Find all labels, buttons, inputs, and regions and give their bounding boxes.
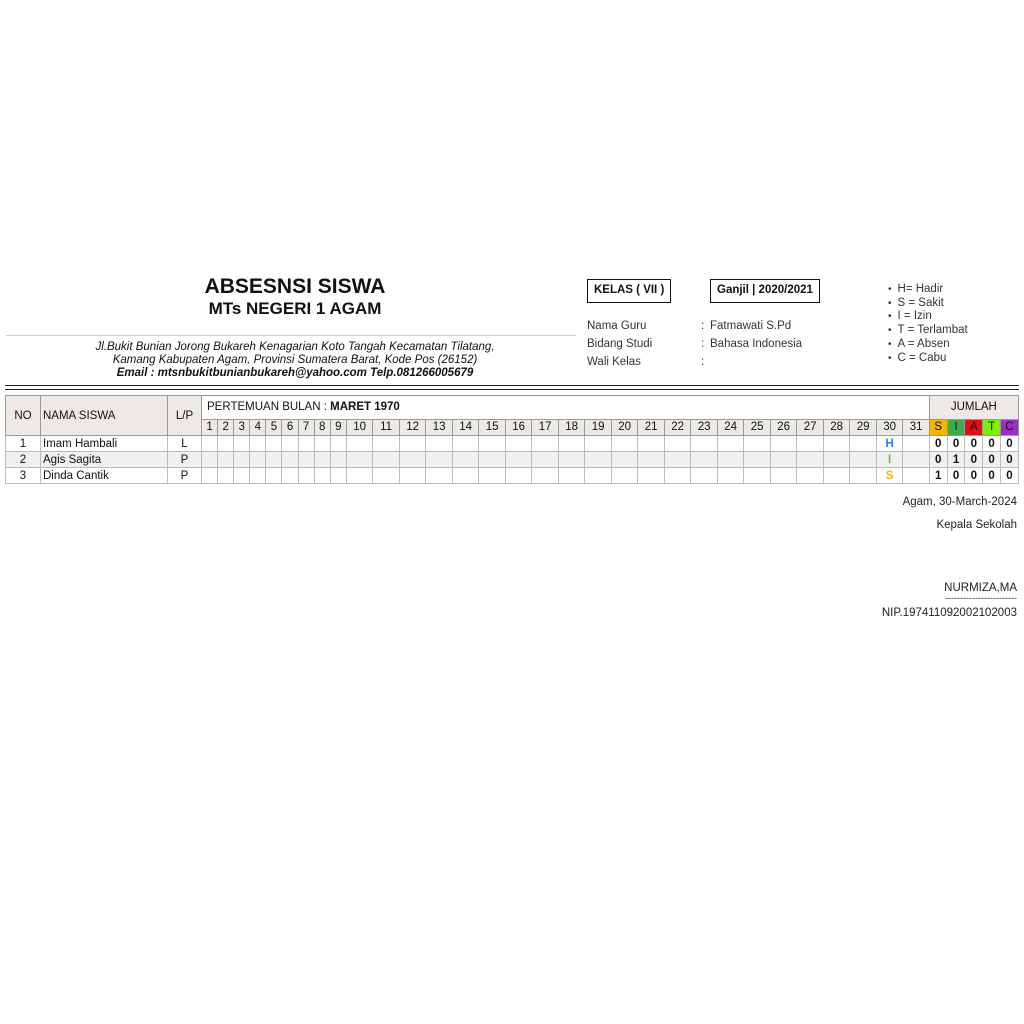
attendance-cell[interactable] [426,468,453,484]
attendance-cell[interactable] [373,436,400,452]
attendance-cell[interactable] [691,436,718,452]
day-header: 2 [218,419,234,435]
count-cell: 0 [929,436,947,452]
signature-line: ------------------------ [945,593,1017,603]
attendance-cell[interactable]: H [876,436,903,452]
info-label: Bidang Studi [587,338,653,350]
attendance-cell[interactable] [250,468,266,484]
count-cell: 0 [1001,452,1019,468]
attendance-cell[interactable] [452,436,479,452]
attendance-cell[interactable] [664,436,691,452]
attendance-cell[interactable] [744,468,771,484]
attendance-cell[interactable] [346,452,373,468]
day-header: 14 [452,419,479,435]
count-cell: 0 [1001,468,1019,484]
signer-name: NURMIZA,MA [944,582,1017,594]
attendance-cell[interactable] [558,452,585,468]
school-address [60,341,530,380]
attendance-cell[interactable] [426,452,453,468]
count-cell: 0 [983,468,1001,484]
attendance-cell[interactable] [691,452,718,468]
attendance-cell[interactable] [505,436,532,452]
month-label: MARET 1970 [330,401,400,414]
attendance-cell[interactable] [691,468,718,484]
row-no: 3 [6,468,41,484]
class-badge: KELAS ( VII ) [587,279,671,303]
day-header: 7 [298,419,314,435]
attendance-cell[interactable] [532,436,559,452]
attendance-cell[interactable] [452,468,479,484]
header-jumlah: JUMLAH [929,396,1018,420]
day-header: 31 [903,419,930,435]
attendance-cell[interactable] [823,468,850,484]
attendance-cell[interactable] [850,468,877,484]
day-header: 6 [282,419,298,435]
attendance-cell[interactable] [505,468,532,484]
day-header: 21 [638,419,665,435]
day-header: 13 [426,419,453,435]
attendance-cell[interactable] [298,452,314,468]
attendance-cell[interactable] [426,436,453,452]
attendance-cell[interactable] [346,436,373,452]
legend-item: • I = Izin [888,310,968,324]
count-cell: 0 [983,452,1001,468]
day-header: 23 [691,419,718,435]
day-header: 29 [850,419,877,435]
attendance-cell[interactable] [770,452,797,468]
header-no: NO [6,396,41,436]
attendance-cell[interactable] [298,436,314,452]
info-separator: : [701,356,705,368]
page-title: ABSESNSI SISWA [204,275,386,298]
legend-item: • A = Absen [888,338,968,352]
day-header: 26 [770,419,797,435]
attendance-cell[interactable] [250,436,266,452]
info-value: Fatmawati S.Pd [710,320,792,332]
attendance-cell[interactable] [744,452,771,468]
count-cell: 0 [965,468,983,484]
legend-item: • H= Hadir [888,283,968,297]
attendance-cell[interactable] [314,436,330,452]
attendance-cell[interactable] [664,452,691,468]
attendance-cell[interactable] [218,468,234,484]
attendance-cell[interactable] [717,436,744,452]
attendance-cell[interactable]: S [876,468,903,484]
info-separator: : [701,320,705,332]
info-value: Bahasa Indonesia [710,338,803,350]
day-header: 18 [558,419,585,435]
day-header: 30 [876,419,903,435]
signer-role: Kepala Sekolah [936,519,1017,531]
attendance-cell[interactable] [202,452,218,468]
day-header: 5 [266,419,282,435]
attendance-cell[interactable] [314,452,330,468]
attendance-cell[interactable] [452,452,479,468]
attendance-cell[interactable] [611,468,638,484]
attendance-cell[interactable] [399,468,426,484]
day-header: 22 [664,419,691,435]
day-header: 11 [373,419,400,435]
attendance-cell[interactable] [744,436,771,452]
day-header: 15 [479,419,506,435]
day-header: 8 [314,419,330,435]
attendance-table [5,395,1019,484]
attendance-cell[interactable] [903,436,930,452]
header-lp: L/P [168,396,202,436]
count-cell: 0 [965,436,983,452]
count-cell: 1 [947,452,965,468]
double-divider [5,385,1019,390]
attendance-cell[interactable] [234,452,250,468]
header-nama: NAMA SISWA [41,396,168,436]
attendance-cell[interactable] [823,436,850,452]
table-row [6,468,1019,484]
count-cell: 0 [929,452,947,468]
attendance-cell[interactable] [903,468,930,484]
attendance-cell[interactable] [850,452,877,468]
day-header: 16 [505,419,532,435]
attendance-cell[interactable] [797,452,824,468]
attendance-cell[interactable] [234,436,250,452]
attendance-cell[interactable] [797,436,824,452]
student-name: Dinda Cantik [41,468,168,484]
attendance-cell[interactable] [298,468,314,484]
info-separator: : [701,338,705,350]
day-header: 1 [202,419,218,435]
attendance-cell[interactable] [797,468,824,484]
row-no: 1 [6,436,41,452]
day-header: 12 [399,419,426,435]
info-label: Nama Guru [587,320,647,332]
attendance-cell[interactable] [346,468,373,484]
attendance-cell[interactable] [234,468,250,484]
attendance-cell[interactable] [314,468,330,484]
count-cell: 0 [983,436,1001,452]
attendance-cell[interactable] [266,436,282,452]
legend-item: • T = Terlambat [888,324,968,338]
table-row [6,436,1019,452]
student-gender: P [168,452,202,468]
attendance-legend [888,283,968,365]
attendance-cell[interactable] [202,436,218,452]
day-header: 20 [611,419,638,435]
day-header: 3 [234,419,250,435]
attendance-cell[interactable] [282,452,298,468]
address-line: Kamang Kabupaten Agam, Provinsi Sumatera Barat, Kode Pos (26152) [112,354,478,366]
attendance-cell[interactable]: I [876,452,903,468]
attendance-cell[interactable] [770,436,797,452]
sum-header-a: A [965,419,983,435]
attendance-cell[interactable] [585,452,612,468]
legend-item: • S = Sakit [888,297,968,311]
attendance-cell[interactable] [479,468,506,484]
attendance-cell[interactable] [823,452,850,468]
day-header: 25 [744,419,771,435]
place-date: Agam, 30-March-2024 [902,496,1017,508]
student-name: Agis Sagita [41,452,168,468]
attendance-cell[interactable] [266,468,282,484]
day-header: 17 [532,419,559,435]
header-pertemuan [202,396,930,420]
attendance-cell[interactable] [399,436,426,452]
school-name: MTs NEGERI 1 AGAM [208,299,382,318]
attendance-cell[interactable] [585,436,612,452]
attendance-cell[interactable] [505,452,532,468]
signer-nip: NIP.197411092002102003 [881,607,1017,619]
day-header: 4 [250,419,266,435]
attendance-cell[interactable] [479,436,506,452]
attendance-cell[interactable] [330,436,346,452]
count-cell: 1 [929,468,947,484]
attendance-cell[interactable] [717,452,744,468]
count-cell: 0 [947,436,965,452]
attendance-cell[interactable] [330,452,346,468]
attendance-cell[interactable] [330,468,346,484]
attendance-cell[interactable] [479,452,506,468]
student-name: Imam Hambali [41,436,168,452]
semester-badge: Ganjil | 2020/2021 [710,279,820,303]
sum-header-t: T [983,419,1001,435]
attendance-cell[interactable] [532,452,559,468]
sum-header-i: I [947,419,965,435]
attendance-cell[interactable] [585,468,612,484]
attendance-cell[interactable] [218,436,234,452]
attendance-cell[interactable] [282,468,298,484]
pertemuan-label: PERTEMUAN BULAN : [207,401,331,414]
attendance-cell[interactable] [558,436,585,452]
attendance-cell[interactable] [202,468,218,484]
attendance-cell[interactable] [611,452,638,468]
attendance-cell[interactable] [250,452,266,468]
attendance-cell[interactable] [717,468,744,484]
student-gender: L [168,436,202,452]
day-header: 27 [797,419,824,435]
address-line: Jl.Bukit Bunian Jorong Bukareh Kenagarian Koto Tangah Kecamatan Tilatang, [95,341,495,353]
info-label: Wali Kelas [587,356,641,368]
attendance-cell[interactable] [558,468,585,484]
student-gender: P [168,468,202,484]
attendance-cell[interactable] [770,468,797,484]
sum-header-c: C [1001,419,1019,435]
count-cell: 0 [1001,436,1019,452]
attendance-cell[interactable] [638,452,665,468]
day-header: 28 [823,419,850,435]
attendance-cell[interactable] [282,436,298,452]
count-cell: 0 [965,452,983,468]
day-header: 19 [585,419,612,435]
table-row [6,452,1019,468]
attendance-cell[interactable] [664,468,691,484]
day-header: 10 [346,419,373,435]
attendance-cell[interactable] [266,452,282,468]
attendance-cell[interactable] [850,436,877,452]
attendance-cell[interactable] [218,452,234,468]
attendance-cell[interactable] [532,468,559,484]
attendance-cell[interactable] [373,452,400,468]
divider [6,335,576,336]
sum-header-s: S [929,419,947,435]
attendance-cell[interactable] [611,436,638,452]
attendance-cell[interactable] [638,468,665,484]
day-header: 9 [330,419,346,435]
attendance-cell[interactable] [399,452,426,468]
attendance-cell[interactable] [903,452,930,468]
attendance-cell[interactable] [373,468,400,484]
contact-line: Email : mtsnbukitbunianbukareh@yahoo.com Telp.081266005679 [116,367,474,379]
attendance-cell[interactable] [638,436,665,452]
legend-item: • C = Cabu [888,352,968,366]
day-header: 24 [717,419,744,435]
count-cell: 0 [947,468,965,484]
row-no: 2 [6,452,41,468]
